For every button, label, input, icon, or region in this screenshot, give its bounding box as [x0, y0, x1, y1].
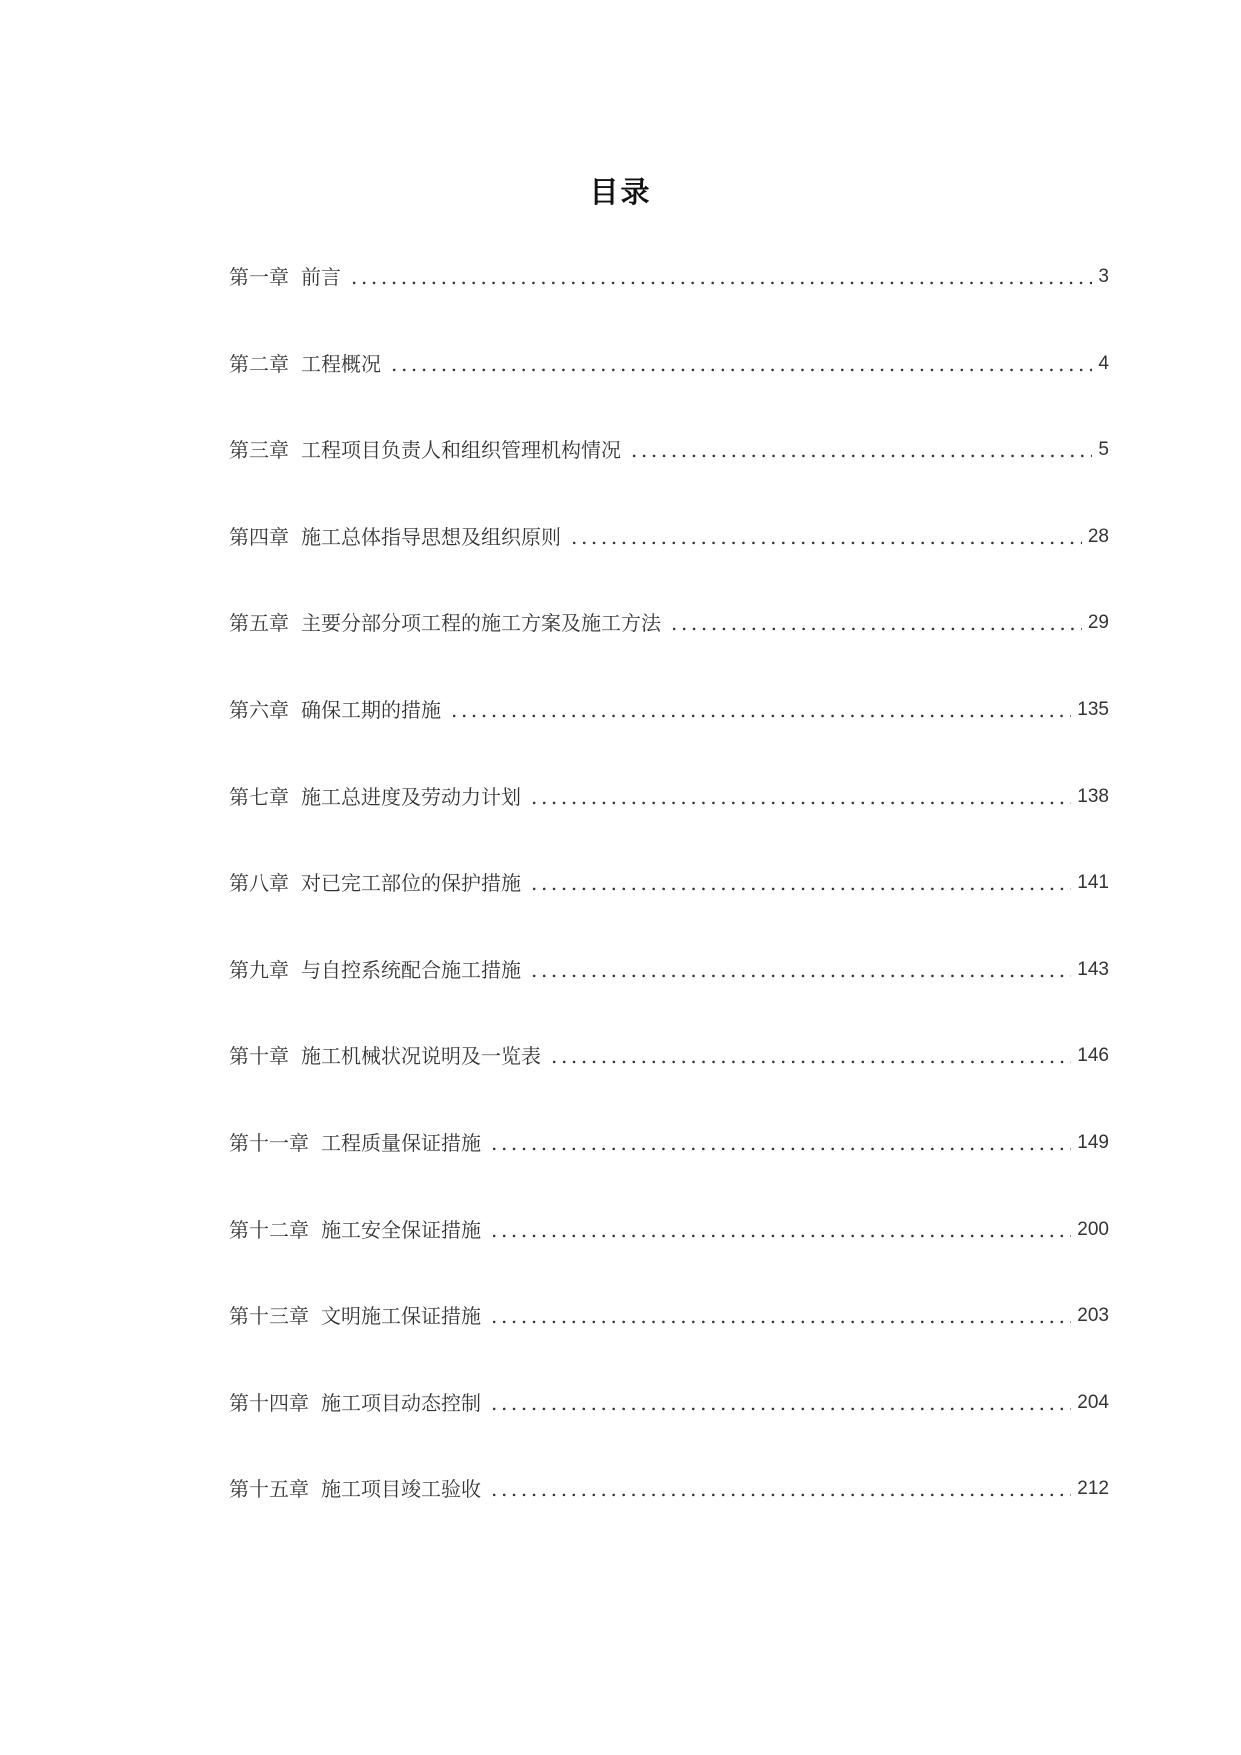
- toc-dot-leader: [491, 1125, 1071, 1161]
- toc-page-number: 29: [1087, 612, 1109, 634]
- toc-entry[interactable]: [229, 952, 1109, 1039]
- toc-page-number: 138: [1077, 785, 1109, 807]
- toc-chapter-title: 施工总进度及劳动力计划: [301, 784, 521, 809]
- toc-dot-leader: [351, 259, 1092, 295]
- toc-chapter-number: 第二章: [229, 351, 289, 376]
- toc-page-number: 203: [1077, 1305, 1109, 1327]
- toc-entry[interactable]: [229, 1212, 1109, 1299]
- toc-chapter-number: 第十二章: [229, 1217, 309, 1242]
- toc-entry[interactable]: [229, 1298, 1109, 1385]
- toc-chapter-title: 施工总体指导思想及组织原则: [301, 524, 561, 549]
- toc-page-number: 3: [1098, 266, 1109, 287]
- table-of-contents: [229, 259, 1109, 1558]
- toc-dot-leader: [671, 605, 1082, 641]
- toc-dot-leader: [531, 779, 1071, 815]
- toc-chapter-number: 第十五章: [229, 1477, 309, 1502]
- toc-chapter-title: 对已完工部位的保护措施: [301, 871, 521, 896]
- toc-page-number: 204: [1077, 1391, 1109, 1413]
- toc-entry[interactable]: [229, 692, 1109, 779]
- toc-chapter-number: 第四章: [229, 524, 289, 549]
- toc-chapter-title: 施工安全保证措施: [321, 1217, 481, 1242]
- toc-chapter-title: 工程概况: [301, 351, 381, 376]
- toc-dot-leader: [451, 692, 1071, 728]
- toc-chapter-title: 文明施工保证措施: [321, 1304, 481, 1329]
- toc-entry[interactable]: [229, 605, 1109, 692]
- toc-chapter-title: 前言: [301, 265, 341, 289]
- toc-title: 目录: [589, 175, 652, 209]
- toc-page-number: 135: [1077, 698, 1109, 720]
- toc-dot-leader: [531, 865, 1071, 901]
- toc-page-number: 146: [1077, 1045, 1109, 1067]
- toc-entry[interactable]: [229, 1125, 1109, 1212]
- toc-dot-leader: [631, 432, 1092, 468]
- toc-chapter-number: 第三章: [229, 438, 289, 463]
- toc-dot-leader: [491, 1298, 1071, 1334]
- toc-entry[interactable]: [229, 1038, 1109, 1125]
- toc-dot-leader: [491, 1212, 1071, 1248]
- toc-chapter-title: 工程质量保证措施: [321, 1130, 481, 1155]
- toc-chapter-title: 施工项目动态控制: [321, 1390, 481, 1415]
- toc-page-number: 4: [1098, 352, 1109, 374]
- toc-entry[interactable]: [229, 1471, 1109, 1558]
- toc-chapter-number: 第十章: [229, 1044, 289, 1069]
- toc-page-number: 28: [1087, 525, 1109, 547]
- toc-chapter-number: 第八章: [229, 871, 289, 896]
- toc-chapter-title: 主要分部分项工程的施工方案及施工方法: [301, 611, 661, 636]
- toc-dot-leader: [391, 346, 1092, 382]
- toc-page-number: 149: [1077, 1131, 1109, 1153]
- toc-entry[interactable]: [229, 519, 1109, 606]
- toc-chapter-number: 第十三章: [229, 1304, 309, 1329]
- toc-entry[interactable]: [229, 865, 1109, 952]
- toc-page-number: 141: [1077, 872, 1109, 894]
- toc-entry[interactable]: [229, 259, 1109, 346]
- toc-dot-leader: [571, 519, 1082, 555]
- toc-chapter-title: 施工项目竣工验收: [321, 1477, 481, 1502]
- toc-entry[interactable]: [229, 1385, 1109, 1472]
- toc-chapter-number: 第七章: [229, 784, 289, 809]
- toc-chapter-title: 施工机械状况说明及一览表: [301, 1044, 541, 1069]
- toc-entry[interactable]: [229, 779, 1109, 866]
- toc-page-number: 200: [1077, 1218, 1109, 1240]
- toc-page-number: 143: [1077, 958, 1109, 980]
- toc-dot-leader: [531, 952, 1071, 988]
- toc-chapter-number: 第五章: [229, 611, 289, 636]
- toc-chapter-number: 第十一章: [229, 1130, 309, 1155]
- toc-dot-leader: [491, 1385, 1071, 1421]
- toc-dot-leader: [551, 1038, 1071, 1074]
- toc-chapter-title: 确保工期的措施: [301, 697, 441, 722]
- toc-chapter-number: 第一章: [229, 265, 289, 289]
- toc-chapter-number: 第六章: [229, 697, 289, 722]
- toc-page-number: 212: [1077, 1478, 1109, 1500]
- toc-chapter-number: 第九章: [229, 957, 289, 982]
- toc-chapter-title: 与自控系统配合施工措施: [301, 957, 521, 982]
- toc-entry[interactable]: [229, 432, 1109, 519]
- toc-page-number: 5: [1098, 439, 1109, 461]
- toc-entry[interactable]: [229, 346, 1109, 433]
- toc-chapter-title: 工程项目负责人和组织管理机构情况: [301, 438, 621, 463]
- toc-dot-leader: [491, 1471, 1071, 1507]
- toc-chapter-number: 第十四章: [229, 1390, 309, 1415]
